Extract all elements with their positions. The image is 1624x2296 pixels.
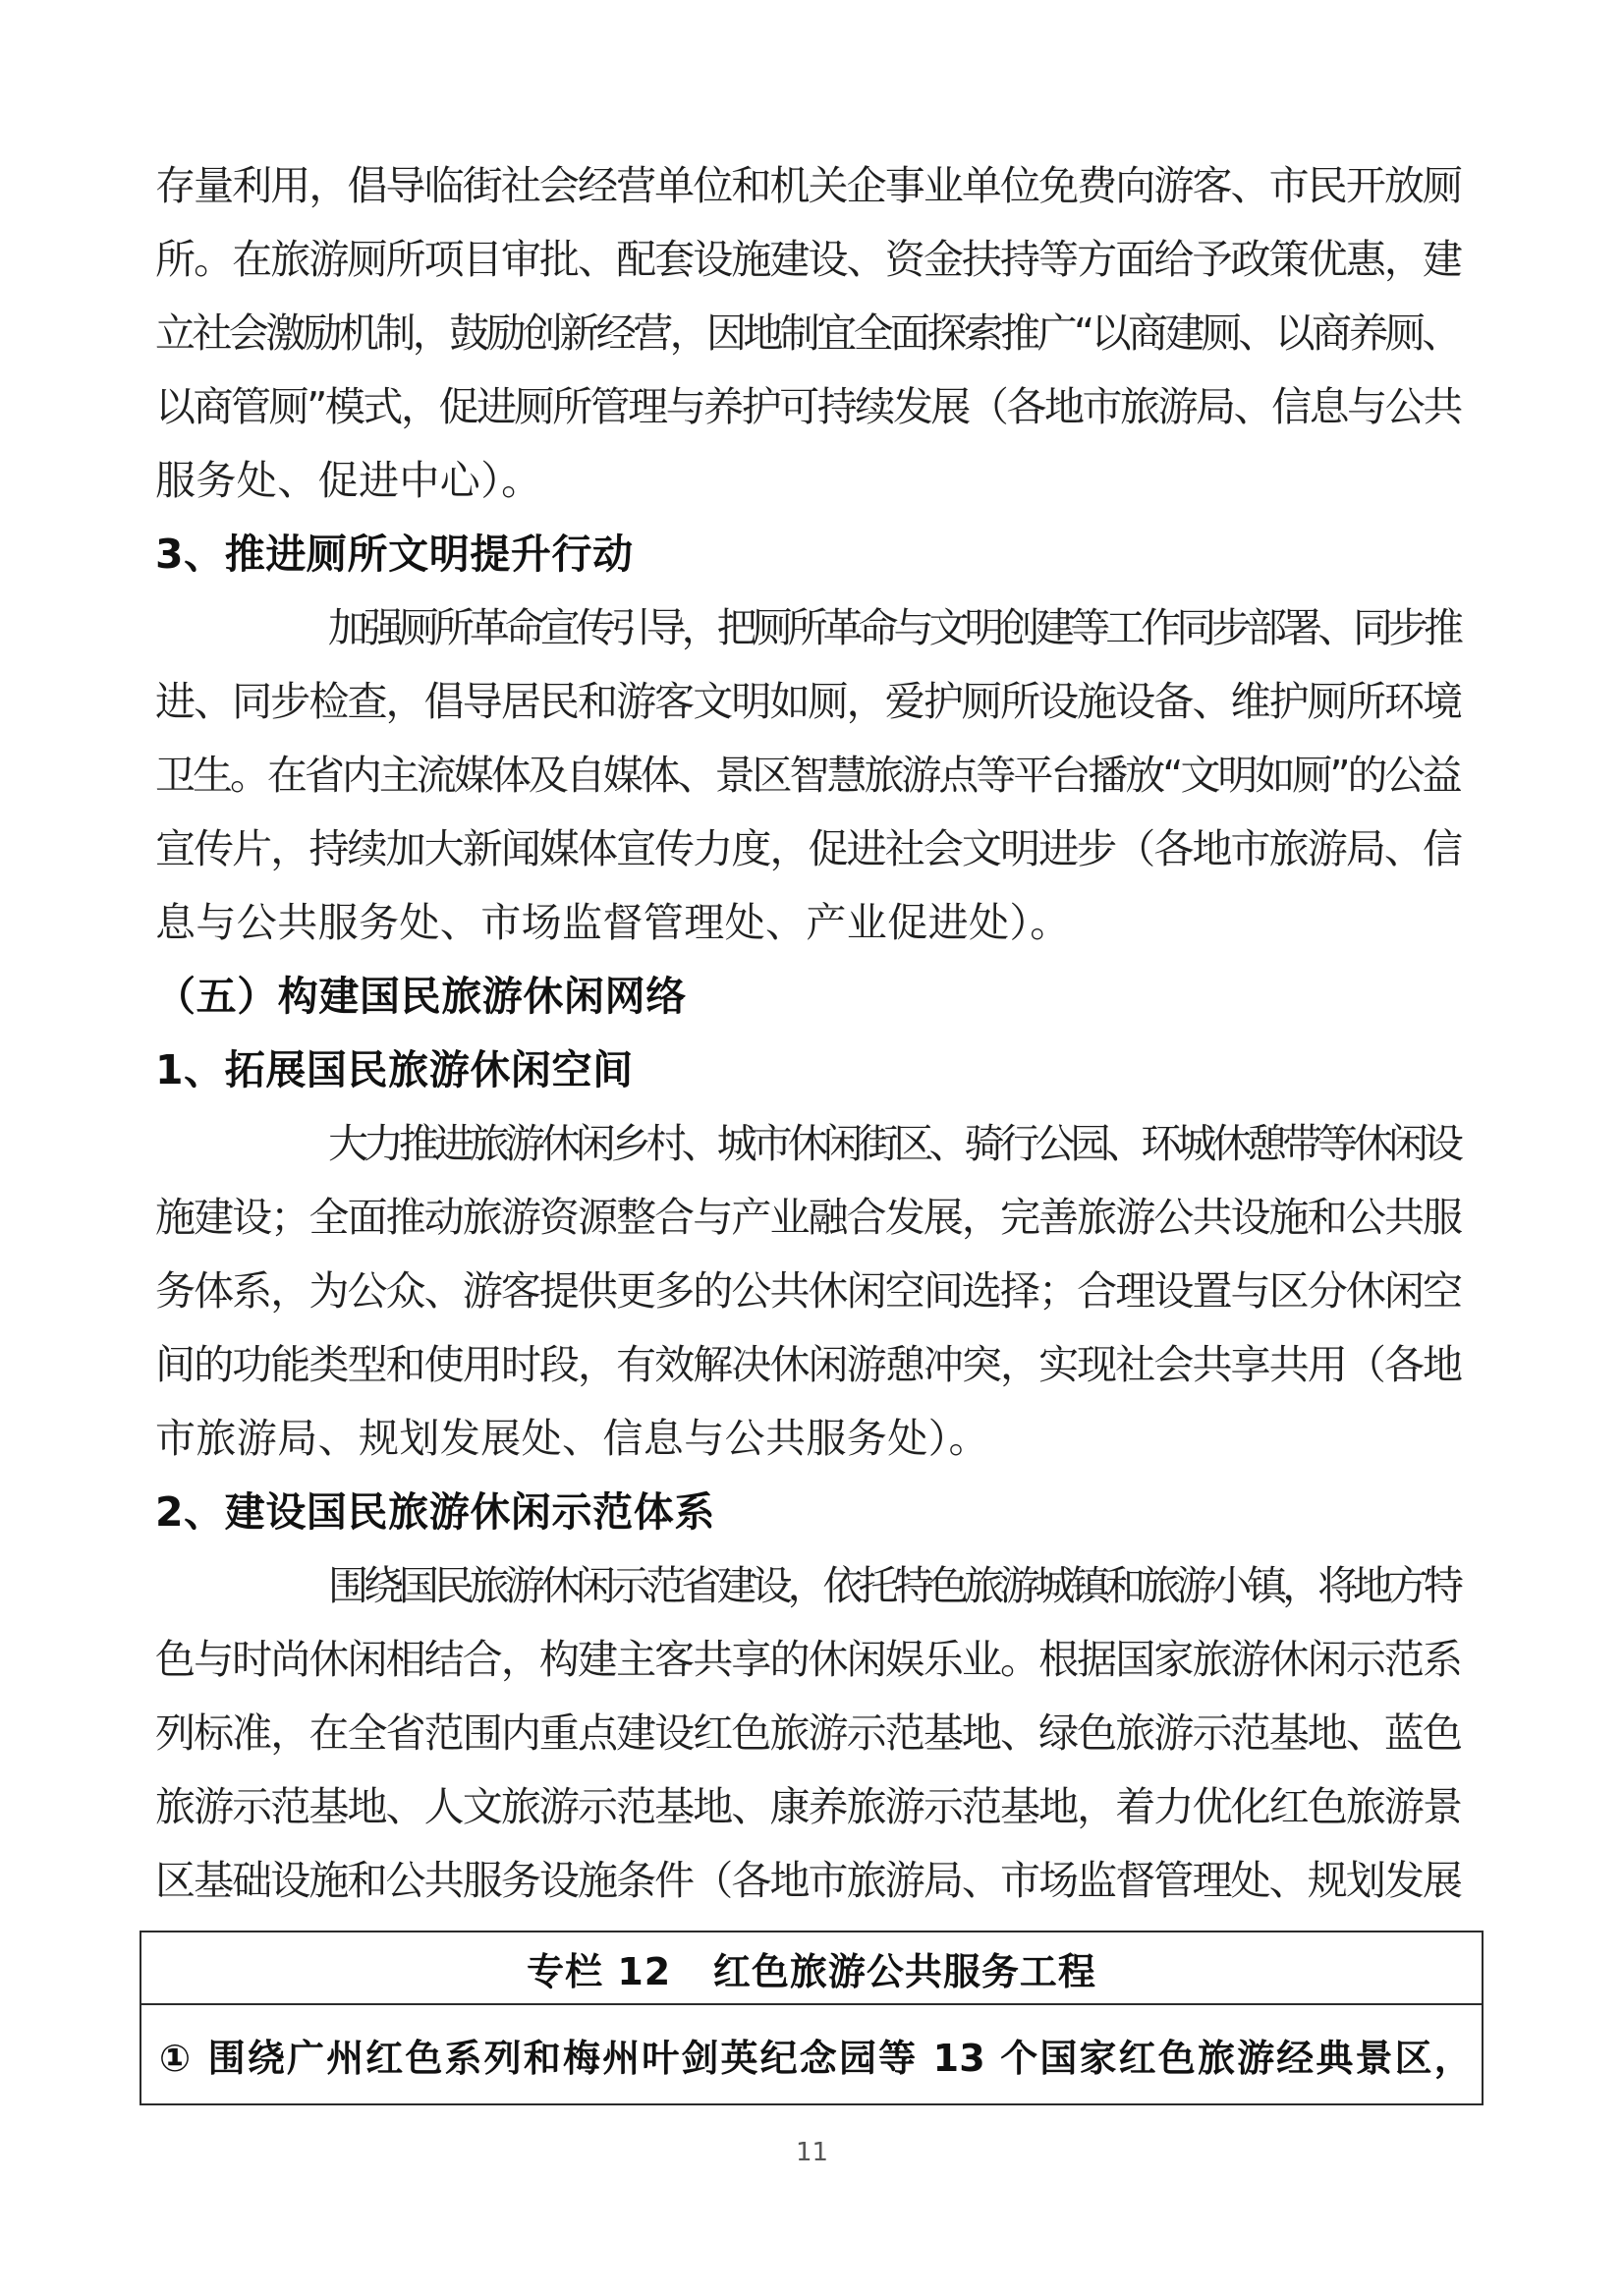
heading-3-toilet-civilization: 3、推进厕所文明提升行动 — [155, 531, 634, 578]
paragraph-expand-leisure-space — [155, 1107, 1477, 1476]
paragraph-toilet-stock-utilization — [155, 149, 1477, 518]
text-line: 卫生。在省内主流媒体及自媒体、景区智慧旅游点等平台播放“文明如厕”的公益 — [155, 752, 1460, 799]
text-line: 列标准，在全省范围内重点建设红色旅游示范基地、绿色旅游示范基地、蓝色 — [155, 1709, 1462, 1757]
text-line: 围绕国民旅游休闲示范省建设，依托特色旅游城镇和旅游小镇，将地方特 — [328, 1562, 1459, 1609]
page-number: 11 — [795, 2138, 829, 2167]
text-line: 旅游示范基地、人文旅游示范基地、康养旅游示范基地，着力优化红色旅游景 — [155, 1783, 1462, 1830]
text-line: 所。在旅游厕所项目审批、配套设施建设、资金扶持等方面给予政策优惠，建 — [155, 236, 1462, 283]
text-line: 务体系，为公众、游客提供更多的公共休闲空间选择；合理设置与区分休闲空 — [155, 1267, 1462, 1315]
text-line: 间的功能类型和使用时段，有效解决休闲游憩冲突，实现社会共享共用（各地 — [155, 1341, 1462, 1388]
column-box-header — [141, 1932, 1482, 2005]
text-line: 施建设；全面推动旅游资源整合与产业融合发展，完善旅游公共设施和公共服 — [155, 1194, 1462, 1241]
text-line: 加强厕所革命宣传引导，把厕所革命与文明创建等工作同步部署、同步推 — [328, 604, 1459, 651]
heading-1-expand-leisure-space: 1、拓展国民旅游休闲空间 — [155, 1046, 634, 1093]
text-line: 以商管厕”模式，促进厕所管理与养护可持续发展（各地市旅游局、信息与公共 — [155, 383, 1461, 430]
text-line: 进、同步检查，倡导居民和游客文明如厕，爱护厕所设施设备、维护厕所环境 — [155, 678, 1462, 725]
text-line: 服务处、促进中心）。 — [155, 457, 542, 504]
text-line: 色与时尚休闲相结合，构建主客共享的休闲娱乐业。根据国家旅游休闲示范系 — [155, 1636, 1462, 1683]
column-box-item: ① 围绕广州红色系列和梅州叶剑英纪念园等 13 个国家红色旅游经典景区， — [159, 2036, 1472, 2080]
page-content — [155, 149, 1477, 1991]
paragraph-toilet-civilization — [155, 591, 1477, 960]
text-line: 区基础设施和公共服务设施条件（各地市旅游局、市场监督管理处、规划发展 — [155, 1857, 1462, 1904]
text-line: 存量利用，倡导临街社会经营单位和机关企事业单位免费向游客、市民开放厕 — [155, 162, 1462, 209]
text-line: 立社会激励机制，鼓励创新经营，因地制宜全面探索推广“以商建厕、以商养厕、 — [155, 309, 1459, 357]
heading-5-national-tourism-leisure-network: （五）构建国民旅游休闲网络 — [155, 973, 687, 1020]
column-box-12 — [140, 1931, 1484, 2105]
text-line: 市旅游局、规划发展处、信息与公共服务处）。 — [155, 1415, 989, 1462]
heading-2-build-leisure-demo-system: 2、建设国民旅游休闲示范体系 — [155, 1488, 715, 1536]
column-box-title: 专栏 12 红色旅游公共服务工程 — [527, 1949, 1096, 1993]
text-line: 宣传片，持续加大新闻媒体宣传力度，促进社会文明进步（各地市旅游局、信 — [155, 825, 1462, 872]
paragraph-build-leisure-demo-system — [155, 1549, 1477, 1991]
column-box-row — [141, 2005, 1482, 2103]
text-line: 息与公共服务处、市场监督管理处、产业促进处）。 — [155, 899, 1071, 946]
text-line: 大力推进旅游休闲乡村、城市休闲街区、骑行公园、环城休憩带等休闲设 — [328, 1120, 1459, 1167]
